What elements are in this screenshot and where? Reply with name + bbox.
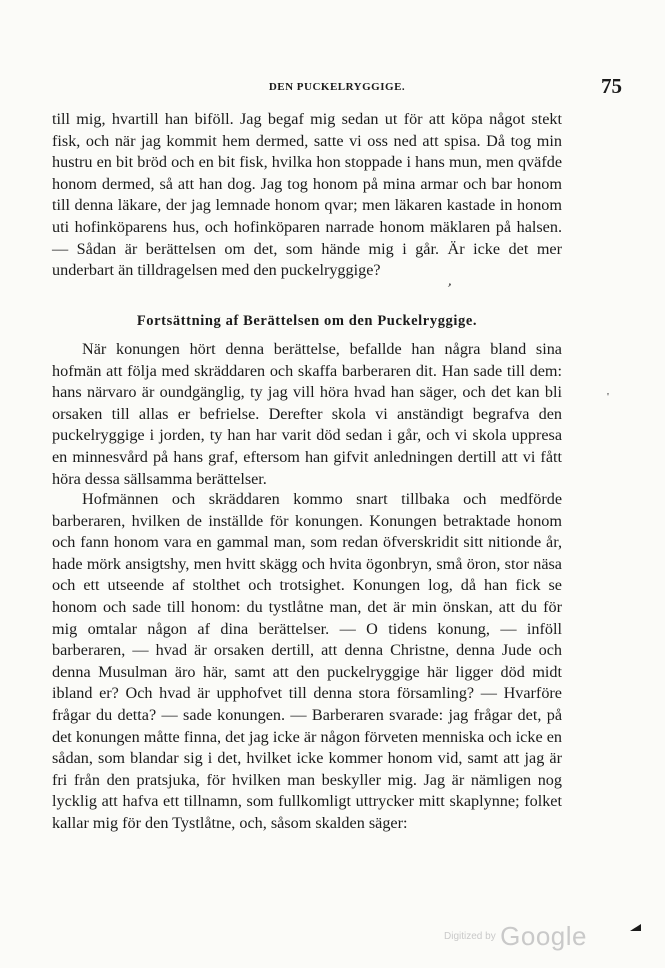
page-number: 75 xyxy=(601,74,622,98)
stray-mark: , xyxy=(446,273,456,290)
running-head xyxy=(52,74,622,102)
paragraph-king xyxy=(52,339,562,490)
paragraph-text: När konungen hört denna berättelse, befallde han några bland sina hofmän att följa med skräddaren och skaffa barberaren dit. Han sade till dem: hans närvaro är oundgänglig, ty jag vill höra hvad han säger, och det kan bli orsaken till allas er befrielse. Derefter skola vi anständigt begrafva den puckelryggige i jorden, ty han har varit död sedan i går, och vi skola uppresa en minnesvård på hans graf, eftersom han gifvit anledningen dertill att vi fått höra dessa sällsamma berättelser. xyxy=(52,340,562,488)
section-heading: Fortsättning af Berättelsen om den Puckelryggige. xyxy=(136,313,478,329)
page-corner-arrow-icon xyxy=(630,924,641,931)
paragraph-continued xyxy=(52,109,562,282)
paragraph-text: till mig, hvartill han biföll. Jag begaf mig sedan ut för att köpa något stekt fisk, och när jag kommit hem dermed, satte vi oss ned att spisa. Då tog min hustru en bit bröd och en bit fisk, hvilka hon stoppade i hans mun, men qväfde honom dermed, så att han dog. Jag tog honom på mina armar och bar honom till denna läkare, der jag lemnade honom qvar; men läkaren kastade in honom uti hofinköparens hus, och hofinköparen narrade honom mäklaren på halsen. — Sådan är berättelsen om det, som hände mig i går. Är icke det mer underbart än tilldragelsen med den puckelryggige? xyxy=(52,110,562,280)
paragraph-text: Hofmännen och skräddaren kommo snart tillbaka och medförde barberaren, hvilken de inställde för konungen. Konungen betraktade honom och fann honom vara en gammal man, som redan öfverskridit sitt nitionde år, hade mörk ansigtshy, men hvitt skägg och hvita ögonbryn, små öron, stor näsa och ett utseende af stolthet och trotsighet. Konungen log, då han fick se honom och sade till honom: du tystlåtne man, det är min önskan, att du för mig omtalar någon af dina berättelser. — O tidens konung, — inföll barberaren, — hvad är orsaken dertill, att denna Christne, denna Jude och denna Musulman äro här, samt att den puckelryggige här ligger död midt ibland er? Och hvad är upphofvet till denna stora församling? — Hvarföre frågar du detta? — sade konungen. — Barberaren svarade: jag frågar det, på det konungen måtte finna, det jag icke är någon förveten menniska och icke en sådan, som blandar sig i det, hvilket icke kommer honom vid, samt att jag är fri från den pratsjuka, för hvilken man beskyller mig. Jag är nämligen nog lycklig att hafva ett tillnamn, som fullkomligt uttrycker mitt skaplynne; folket kallar mig för den Tystlåtne, och, såsom skalden säger: xyxy=(52,490,562,832)
digitized-watermark xyxy=(444,921,587,952)
stray-mark: ' xyxy=(607,391,609,403)
google-logo: Google xyxy=(500,921,587,951)
digitized-label: Digitized by xyxy=(444,931,496,942)
paragraph-barber xyxy=(52,489,562,835)
running-title: DEN PUCKELRYGGIGE. xyxy=(268,81,406,93)
